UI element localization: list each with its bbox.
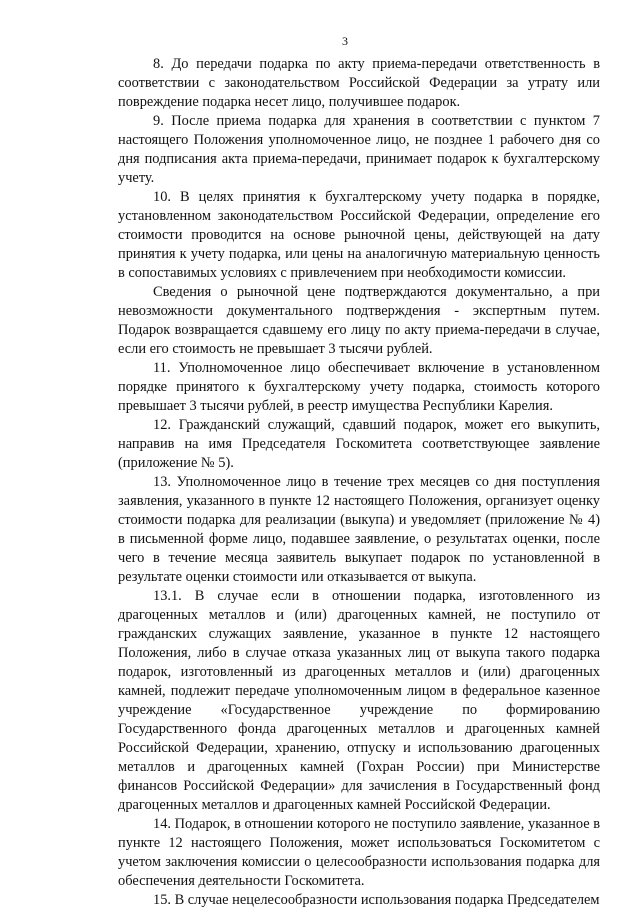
paragraph-8: 8. До передачи подарка по акту приема-передачи ответственность в соответствии с законодательством Российской Федерации за утрату или повреждение подарка несет лицо, получившее подарок. [118,56,600,110]
paragraph-13-1: 13.1. В случае если в отношении подарка, изготовленного из драгоценных металлов и (или) драгоценных камней, не поступило от гражданских служащих заявление, указанное в пункте 12 настоящего Положения, либо в случае отказа указанных лиц от выкупа такого подарка подарок, изготовленный из драгоценных металлов и (или) драгоценных камней, подлежит передаче уполномоченным лицом в федеральное казенное учреждение «Государственное учреждение по формированию Государственного фонда драгоценных металлов и драгоценных камней Российской Федерации, хранению, отпуску и использованию драгоценных металлов и драгоценных камней (Гохран России) при Министерстве финансов Российской Федерации» для зачисления в Государственный фонд драгоценных металлов и драгоценных камней Российской Федерации. [118,588,600,813]
paragraph-market-price: Сведения о рыночной цене подтверждаются документально, а при невозможности документального подтверждения - экспертным путем. Подарок возвращается сдавшему его лицу по акту приема-передачи в случае, если его стоимость не превышает 3 тысячи рублей. [118,284,600,357]
paragraph-10: 10. В целях принятия к бухгалтерскому учету подарка в порядке, установленном законодательством Российской Федерации, определение его стоимости проводится на основе рыночной цены, действующей на дату принятия к учету подарка, или цены на аналогичную материальную ценность в сопоставимых условиях с привлечением при необходимости комиссии. [118,189,600,281]
paragraph-14: 14. Подарок, в отношении которого не поступило заявление, указанное в пункте 12 настоящего Положения, может использоваться Госкомитетом с учетом заключения комиссии о целесообразности использования подарка для обеспечения деятельности Госкомитета. [118,816,600,889]
page-number: 3 [342,34,348,48]
document-body [118,55,600,910]
paragraph-12: 12. Гражданский служащий, сдавший подарок, может его выкупить, направив на имя Председателя Госкомитета соответствующее заявление (приложение № 5). [118,417,600,471]
paragraph-15: 15. В случае нецелесообразности использования подарка Председателем [153,892,600,908]
paragraph-9: 9. После приема подарка для хранения в соответствии с пунктом 7 настоящего Положения уполномоченное лицо, не позднее 1 рабочего дня со дня подписания акта приема-передачи, принимает подарок к бухгалтерскому учету. [118,113,600,186]
paragraph-11: 11. Уполномоченное лицо обеспечивает включение в установленном порядке принятого к бухгалтерскому учету подарка, стоимость которого превышает 3 тысячи рублей, в реестр имущества Республики Карелия. [118,360,600,414]
paragraph-13: 13. Уполномоченное лицо в течение трех месяцев со дня поступления заявления, указанного в пункте 12 настоящего Положения, организует оценку стоимости подарка для реализации (выкупа) и уведомляет (приложение № 4) в письменной форме лицо, подавшее заявление, о результатах оценки, после чего в течение месяца заявитель выкупает подарок по установленной в результате оценки стоимости или отказывается от выкупа. [118,474,600,585]
